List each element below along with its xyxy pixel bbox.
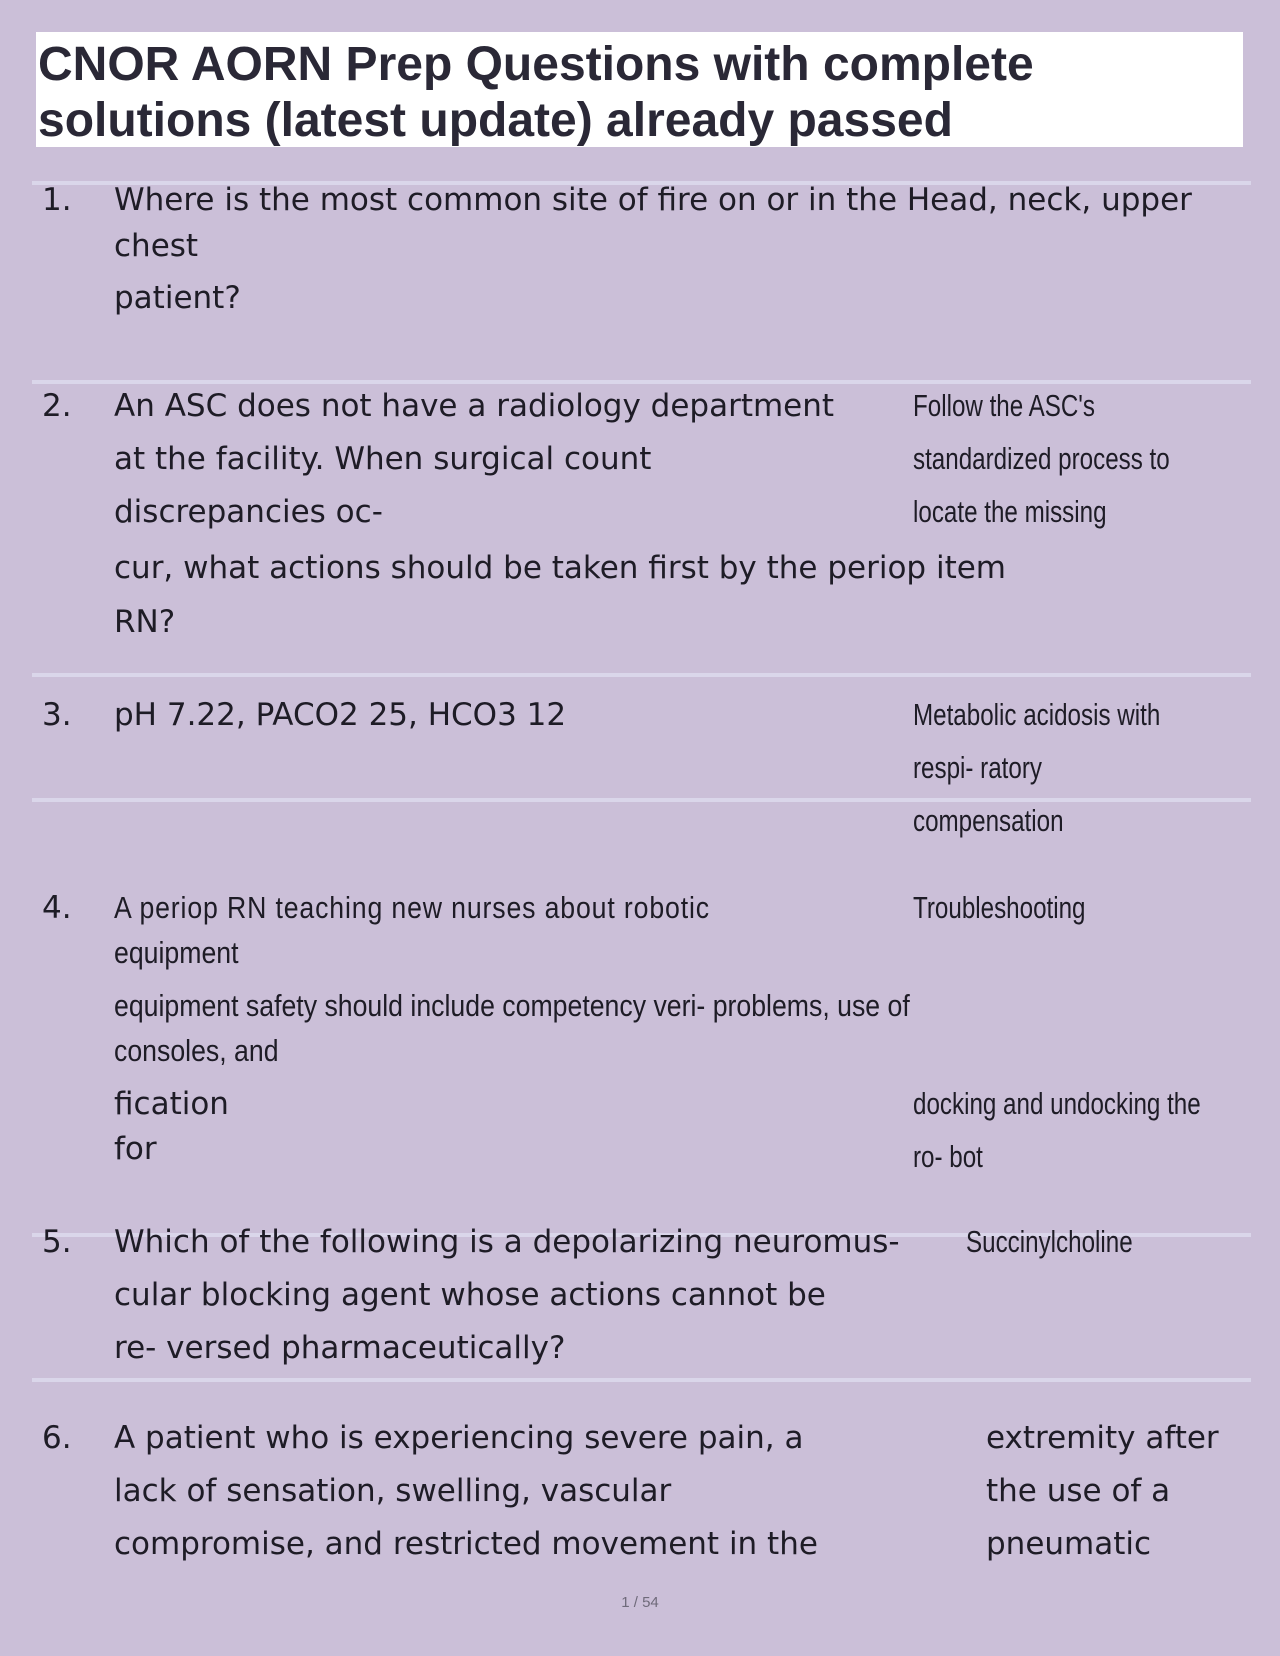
answer-text: Follow the ASC's (913, 388, 1096, 423)
question-text: pH 7.22, PACO2 25, HCO3 12 (114, 697, 567, 733)
answer-text: Metabolic acidosis with (913, 697, 1161, 732)
title-line-2: solutions (latest update) already passed (38, 94, 953, 147)
question-text: lack of sensation, swelling, vascular (114, 1473, 672, 1509)
question-text: An ASC does not have a radiology department (114, 388, 835, 424)
question-text: re- versed pharmaceutically? (114, 1330, 566, 1366)
divider (32, 798, 1251, 802)
question-text: consoles, and (114, 1033, 279, 1068)
question-text: fication (114, 1086, 229, 1122)
question-text: chest (114, 228, 199, 264)
title-line-1: CNOR AORN Prep Questions with complete (38, 38, 1034, 91)
question-text: discrepancies oc- (114, 494, 383, 530)
answer-text: the use of a (986, 1473, 1171, 1509)
question-text: cular blocking agent whose actions cannot be (114, 1277, 826, 1313)
answer-text: docking and undocking the (913, 1086, 1201, 1121)
question-text: A periop RN teaching new nurses about robotic (114, 890, 710, 925)
question-text: cur, what actions should be taken first by the periop item (114, 550, 1006, 586)
question-text: equipment (114, 935, 239, 970)
question-text: RN? (114, 604, 176, 640)
question-number: 3. (42, 697, 72, 733)
question-number: 4. (42, 890, 72, 926)
question-text: Which of the following is a depolarizing neuromus- (114, 1224, 900, 1260)
question-text: Where is the most common site of fire on or in the Head, neck, upper (114, 182, 1192, 218)
answer-text: pneumatic (986, 1526, 1152, 1562)
document-title (36, 32, 1243, 147)
answer-text: Succinylcholine (966, 1224, 1133, 1259)
question-text: for (114, 1131, 157, 1167)
question-number: 5. (42, 1224, 72, 1260)
divider (32, 673, 1251, 677)
answer-text: locate the missing (913, 494, 1107, 529)
question-text: equipment safety should include competency veri- problems, use of (114, 988, 910, 1023)
answer-text: standardized process to (913, 441, 1170, 476)
question-number: 6. (42, 1420, 72, 1456)
answer-text: extremity after (986, 1420, 1219, 1456)
divider (32, 1378, 1251, 1382)
answer-text: Troubleshooting (913, 890, 1086, 925)
question-text: at the facility. When surgical count (114, 441, 652, 477)
question-number: 2. (42, 388, 72, 424)
answer-text: respi- ratory (913, 750, 1042, 785)
question-number: 1. (42, 182, 72, 218)
answer-text: compensation (913, 803, 1064, 838)
question-text: A patient who is experiencing severe pain, a (114, 1420, 804, 1456)
divider (32, 380, 1251, 384)
answer-text: ro- bot (913, 1139, 983, 1174)
question-text: patient? (114, 280, 241, 316)
question-text: compromise, and restricted movement in the (114, 1526, 818, 1562)
page-number: 1 / 54 (621, 1594, 659, 1611)
